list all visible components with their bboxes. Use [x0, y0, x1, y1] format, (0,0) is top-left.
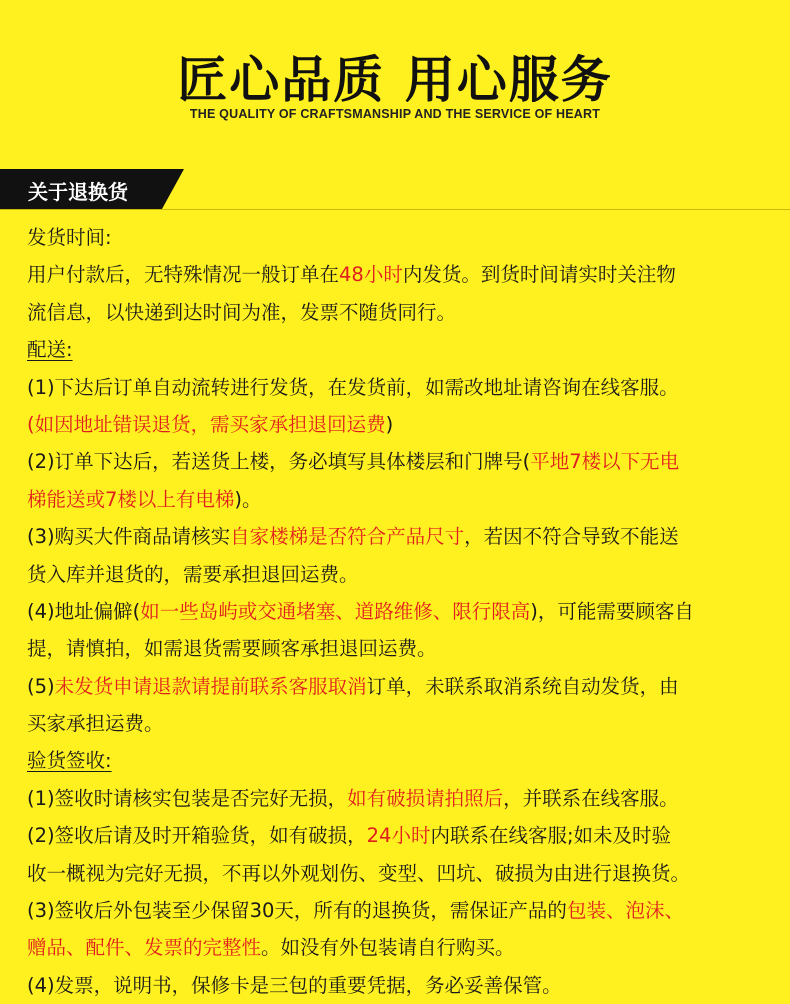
text-line	[27, 855, 777, 892]
text-segment: (3)签收后外包装至少保留30天，所有的退换货，需保证产品的	[27, 899, 567, 923]
text-segment: 如一些岛屿或交通堵塞、道路维修、限行限高	[140, 599, 531, 623]
text-segment: (4)发票，说明书，保修卡是三包的重要凭据，务必妥善保管。	[27, 973, 562, 997]
policy-text	[27, 219, 777, 1004]
text-segment: 验货签收:	[27, 749, 112, 773]
text-segment: 内发货。到货时间请实时关注物	[402, 263, 676, 287]
text-segment: )。	[234, 487, 262, 511]
text-line	[27, 331, 777, 368]
text-segment: 。如没有外包装请自行购买。	[261, 936, 515, 960]
text-line	[27, 668, 777, 705]
text-segment: 流信息，以快递到达时间为准，发票不随货同行。	[27, 300, 457, 324]
text-line	[27, 780, 777, 817]
text-line	[27, 742, 777, 779]
text-segment: (如因地址错误退货，需买家承担退回运费	[27, 412, 386, 436]
text-segment: 平地7楼以下无电	[530, 450, 680, 474]
text-segment: 如有破损请拍照后	[347, 786, 504, 810]
page-title: 匠心品质 用心服务	[177, 51, 613, 109]
text-segment: 用户付款后，无特殊情况一般订单在	[27, 263, 340, 287]
text-line	[27, 967, 777, 1004]
text-line	[27, 518, 777, 555]
text-line	[27, 443, 777, 480]
text-segment: ，并联系在线客服。	[503, 786, 679, 810]
text-line	[27, 630, 777, 667]
text-segment: (1)下达后订单自动流转进行发货，在发货前，如需改地址请咨询在线客服。	[27, 375, 679, 399]
page-subtitle: THE QUALITY OF CRAFTSMANSHIP AND THE SERVICE OF HEART	[189, 107, 601, 121]
text-segment: 梯能送或7楼以上有电梯	[27, 487, 235, 511]
text-segment: (5)	[27, 674, 55, 698]
section-header-label: 关于退换货	[28, 180, 128, 204]
text-segment: 货入库并退货的，需要承担退回运费。	[27, 562, 359, 586]
text-segment: 48小时	[339, 263, 403, 287]
text-segment: (1)签收时请核实包装是否完好无损，	[27, 786, 348, 810]
text-segment: 收一概视为完好无损，不再以外观划伤、变型、凹坑、破损为由进行退换货。	[27, 861, 691, 885]
text-segment: 订单，未联系取消系统自动发货，由	[366, 674, 679, 698]
text-line	[27, 817, 777, 854]
text-segment: 内联系在线客服;如未及时验	[430, 824, 672, 848]
text-line	[27, 406, 777, 443]
text-line	[27, 294, 777, 331]
text-segment: 赠品、配件、发票的完整性	[27, 936, 262, 960]
text-segment: )，可能需要顾客自	[530, 599, 694, 623]
section-header	[0, 169, 184, 209]
text-line	[27, 593, 777, 630]
text-line	[27, 481, 777, 518]
text-line	[27, 369, 777, 406]
text-segment: (2)签收后请及时开箱验货，如有破损，	[27, 824, 367, 848]
text-segment: ，若因不符合导致不能送	[464, 525, 679, 549]
text-line	[27, 705, 777, 742]
text-segment: 发货时间:	[27, 226, 112, 249]
text-segment: 配送:	[27, 338, 73, 362]
text-line	[27, 256, 777, 293]
text-segment: 未发货申请退款请提前联系客服取消	[54, 674, 367, 698]
text-line	[27, 219, 777, 256]
text-line	[27, 929, 777, 966]
text-segment: (2)订单下达后，若送货上楼，务必填写具体楼层和门牌号(	[27, 450, 531, 474]
text-segment: )	[385, 412, 394, 436]
text-line	[27, 892, 777, 929]
text-segment: (3)购买大件商品请核实	[27, 525, 231, 549]
text-segment: 包装、泡沫、	[566, 899, 684, 923]
text-segment: 24小时	[366, 824, 431, 848]
section-divider	[0, 209, 790, 210]
text-segment: 自家楼梯是否符合产品尺寸	[230, 525, 465, 549]
text-segment: 提，请慎拍，如需退货需要顾客承担退回运费。	[27, 637, 437, 661]
text-segment: (4)地址偏僻(	[27, 599, 141, 623]
text-line	[27, 556, 777, 593]
text-segment: 买家承担运费。	[27, 712, 164, 736]
